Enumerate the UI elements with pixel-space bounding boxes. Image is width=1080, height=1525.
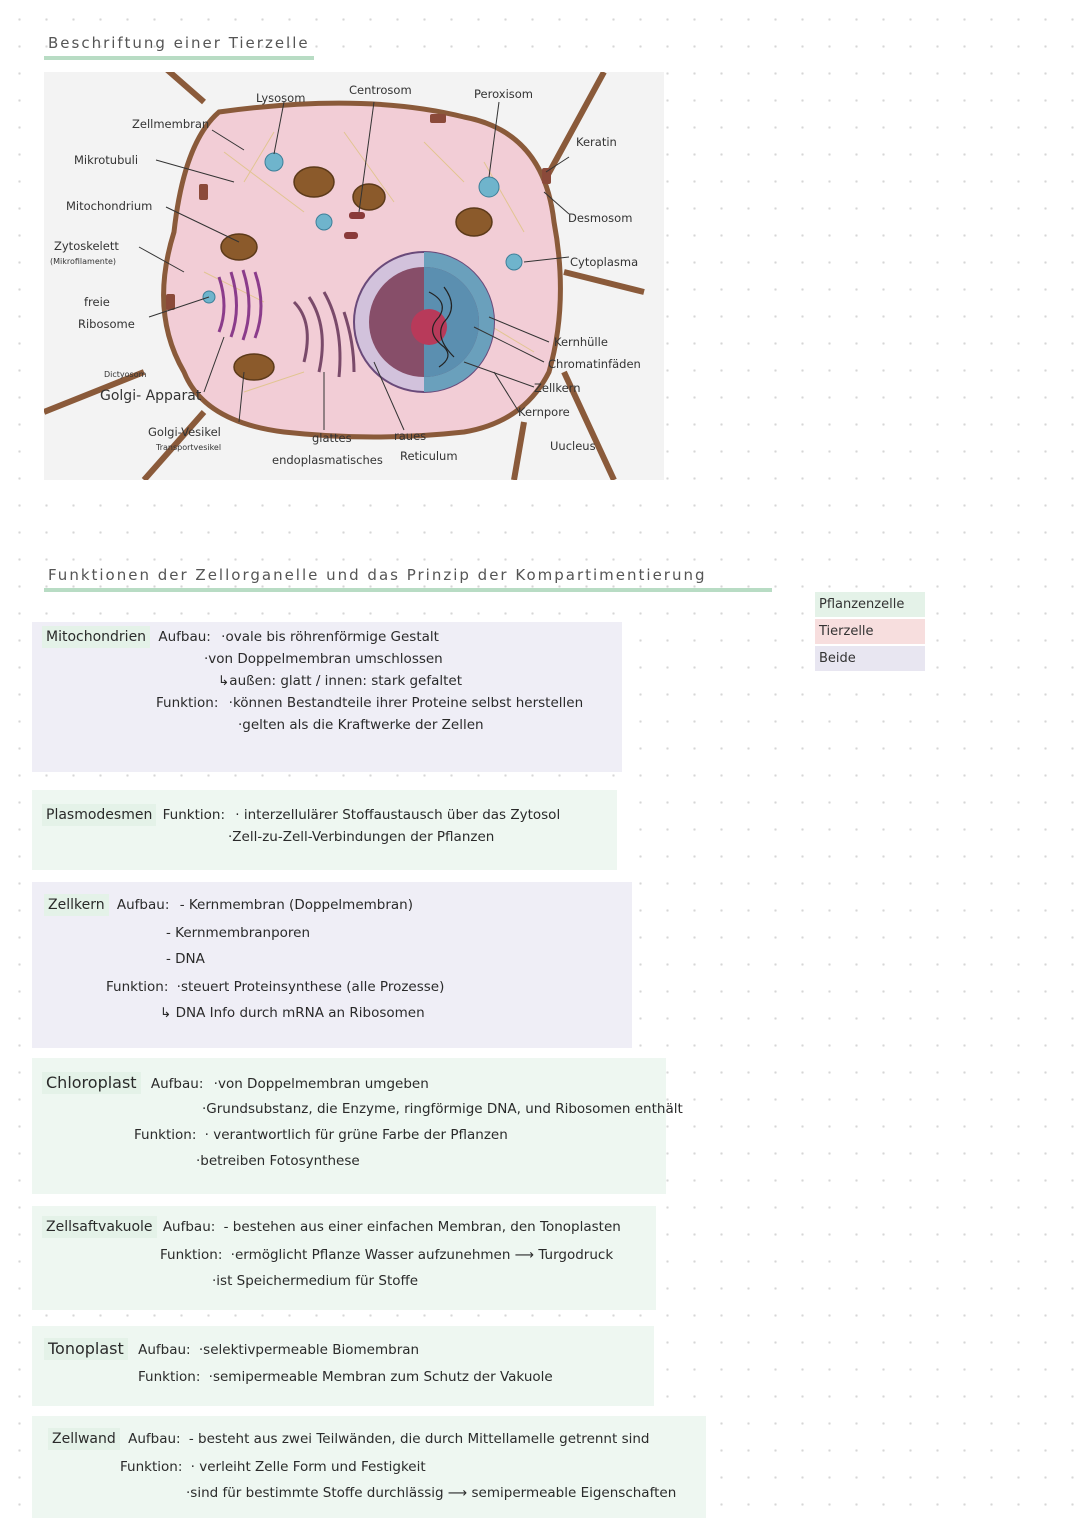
label-zytoskelett: Zytoskelett (54, 239, 119, 253)
aufbau-line: - Kernmembranporen (166, 925, 311, 941)
organelle-name-zellsaftvakuole: Zellsaftvakuole (42, 1216, 157, 1238)
organelle-name-chloroplast: Chloroplast (42, 1072, 141, 1094)
funktion-line: ·sind für bestimmte Stoffe durchlässig ⟶ semipermeable Eigenschaften (186, 1485, 677, 1501)
aufbau-line: - bestehen aus einer einfachen Membran, den Tonoplasten (223, 1219, 621, 1235)
aufbau-label: Aufbau: (128, 1431, 181, 1447)
aufbau-label: Aufbau: (138, 1342, 191, 1358)
label-desmosom: Desmosom (568, 211, 633, 225)
aufbau-line: ·von Doppelmembran umgeben (213, 1076, 429, 1092)
aufbau-line: ↳außen: glatt / innen: stark gefaltet (218, 673, 463, 689)
funktion-line: ·Zell-zu-Zell-Verbindungen der Pflanzen (228, 829, 495, 845)
funktion-line: · verantwortlich für grüne Farbe der Pflanzen (204, 1127, 508, 1143)
organelle-name-zellkern: Zellkern (44, 894, 109, 916)
funktion-line: · verleiht Zelle Form und Festigkeit (190, 1459, 426, 1475)
card-chloroplast (32, 1058, 683, 1194)
label-glattes: glattes (312, 431, 352, 445)
label-zytoskelett-sub: (Mikrofilamente) (50, 257, 117, 266)
aufbau-line: - besteht aus zwei Teilwänden, die durch Mittellamelle getrennt sind (188, 1431, 650, 1447)
funktion-label: Funktion: (134, 1127, 197, 1143)
label-keratin: Keratin (576, 135, 617, 149)
legend-plant: Pflanzenzelle (815, 592, 925, 617)
label-freie: freie (84, 295, 110, 309)
label-golgi-apparat: Golgi- Apparat (100, 388, 202, 404)
organelle-name-zellwand: Zellwand (48, 1428, 120, 1450)
label-zellmembran: Zellmembran (132, 117, 210, 131)
animal-cell-diagram (44, 72, 664, 480)
label-zellkern: Zellkern (534, 381, 581, 395)
funktion-line: ·können Bestandteile ihrer Proteine selbst herstellen (228, 695, 584, 711)
cell-diagram-svg (44, 72, 664, 480)
label-transportvesikel: Transportvesikel (156, 443, 222, 452)
aufbau-label: Aufbau: (162, 1219, 216, 1235)
aufbau-line: ·Grundsubstanz, die Enzyme, ringförmige DNA, und Ribosomen enthält (202, 1101, 683, 1117)
color-legend (815, 592, 925, 673)
label-nucleus: Uucleus (550, 439, 596, 453)
section-title-cell-labeling: Beschriftung einer Tierzelle (44, 34, 314, 60)
card-plasmodesmen (32, 790, 617, 870)
funktion-line: ·semipermeable Membran zum Schutz der Vakuole (208, 1369, 553, 1385)
label-kernpore: Kernpore (518, 405, 570, 419)
aufbau-label: Aufbau: (158, 629, 211, 645)
organelle-name-tonoplast: Tonoplast (44, 1338, 128, 1360)
label-reticulum: Reticulum (400, 449, 458, 463)
label-dictyosom: Dictyosom (104, 370, 147, 379)
aufbau-label: Aufbau: (116, 897, 170, 913)
funktion-line: · interzellulärer Stoffaustausch über das Zytosol (235, 807, 561, 823)
label-lysosom: Lysosom (256, 91, 306, 105)
funktion-label: Funktion: (156, 695, 219, 711)
label-mikrotubuli: Mikrotubuli (74, 153, 139, 167)
legend-animal: Tierzelle (815, 619, 925, 644)
legend-both: Beide (815, 646, 925, 671)
aufbau-line: - DNA (166, 951, 205, 967)
funktion-label: Funktion: (162, 807, 225, 823)
card-zellkern (32, 882, 632, 1048)
label-cytoplasma: Cytoplasma (570, 255, 639, 269)
label-ribosome: Ribosome (78, 317, 135, 331)
label-mitochondrium: Mitochondrium (66, 199, 153, 213)
label-chromatinfaeden: Chromatinfäden (548, 357, 641, 371)
funktion-line: ·gelten als die Kraftwerke der Zellen (238, 717, 484, 733)
cell-membrane-shape (164, 103, 561, 437)
aufbau-label: Aufbau: (150, 1076, 204, 1092)
funktion-line: ·betreiben Fotosynthese (196, 1153, 360, 1169)
aufbau-line: - Kernmembran (Doppelmembran) (179, 897, 413, 913)
label-centrosom: Centrosom (349, 83, 412, 97)
label-raues: raues (394, 429, 427, 443)
label-kernhuelle: Kernhülle (554, 335, 608, 349)
organelle-name-plasmodesmen: Plasmodesmen (42, 804, 156, 826)
label-golgi-vesikel: Golgi-Vesikel (148, 425, 221, 439)
funktion-line: ·ermöglicht Pflanze Wasser aufzunehmen ⟶ Turgodruck (230, 1247, 614, 1263)
funktion-line: ↳ DNA Info durch mRNA an Ribosomen (160, 1005, 425, 1021)
funktion-label: Funktion: (106, 979, 169, 995)
aufbau-line: ·von Doppelmembran umschlossen (204, 651, 443, 667)
card-zellsaftvakuole (32, 1206, 656, 1310)
funktion-label: Funktion: (138, 1369, 201, 1385)
funktion-line: ·ist Speichermedium für Stoffe (212, 1273, 419, 1289)
section-title-functions: Funktionen der Zellorganelle und das Prinzip der Kompartimentierung (44, 566, 772, 592)
label-peroxisom: Peroxisom (474, 87, 533, 101)
card-mitochondrien (32, 622, 622, 772)
card-zellwand (32, 1416, 706, 1518)
funktion-line: ·steuert Proteinsynthese (alle Prozesse) (176, 979, 445, 995)
funktion-label: Funktion: (120, 1459, 183, 1475)
aufbau-line: ·selektivpermeable Biomembran (198, 1342, 420, 1358)
funktion-label: Funktion: (160, 1247, 223, 1263)
card-tonoplast (32, 1326, 654, 1406)
aufbau-line: ·ovale bis röhrenförmige Gestalt (221, 629, 439, 645)
organelle-name-mitochondrien: Mitochondrien (42, 626, 150, 648)
label-endoplasmatisches: endoplasmatisches (272, 453, 383, 467)
